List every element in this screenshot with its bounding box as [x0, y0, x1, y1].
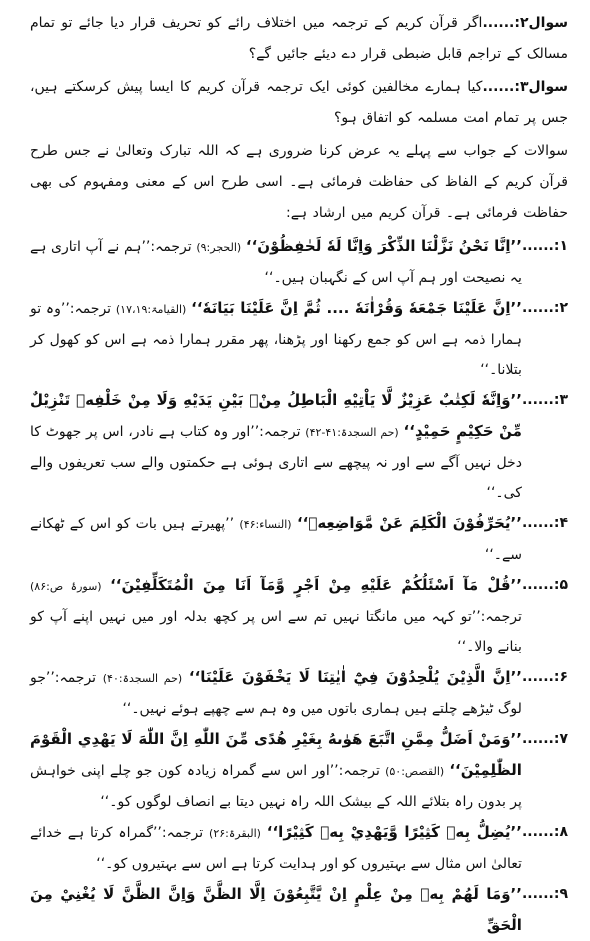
arabic-verse: ’’اِنَّ عَلَيْنَا جَمْعَهٗ وَقُرْاٰنَهٗ .... ثُمَّ اِنَّ عَلَيْنَا بَيَانَهٗ‘‘: [191, 299, 522, 317]
verse-reference: (حم السجدۃ:۴۰): [102, 672, 183, 685]
paragraph: [30, 8, 568, 70]
verse-item: [30, 385, 568, 508]
verse-body: [30, 662, 522, 724]
verse-number: ۸:......: [521, 824, 568, 840]
verse-body: [30, 385, 522, 508]
arabic-verse: ’’وَمَنْ اَضَلُّ مِمَّنِ اتَّبَعَ هَوٰىهُ بِغَيْرِ هُدًى مِّنَ اللّٰهِ اِنَّ اللّٰهَ لَا يَهْدِي الْقَوْمَ الظّٰلِمِيْنَ‘‘: [30, 730, 522, 779]
paragraph: [30, 72, 568, 134]
arabic-verse: ’’يُحَرِّفُوْنَ الْكَلِمَ عَنْ مَّوَاضِعِهٖ‘‘: [296, 514, 522, 532]
paragraph-text: کیا ہمارے مخالفین کوئی ایک ترجمہ قرآن کریم کا ایسا پیش کرسکتے ہیں، جس پر تمام امت مسلمہ کو اتفاق ہو؟: [30, 79, 568, 126]
verse-item: [30, 293, 568, 385]
verse-reference: (القصص:۵۰): [385, 765, 445, 778]
arabic-verse: ’’اِنَّ الَّذِيْنَ يُلْحِدُوْنَ فِيْٓ اٰيٰتِنَا لَا يَخْفَوْنَ عَلَيْنَا‘‘: [188, 668, 522, 686]
verse-item: [30, 879, 568, 941]
verse-number: ۶:......: [521, 669, 568, 685]
verse-item: [30, 231, 568, 293]
urdu-translation: ترجمہ:’’ہم نے آپ اتاری ہے یہ نصیحت اور ہم آپ اس کے نگہبان ہیں۔‘‘: [30, 239, 522, 286]
verse-number: ۲:......: [521, 300, 568, 316]
verse-body: [30, 293, 522, 385]
urdu-translation: ترجمہ:’’اور اس سے گمراہ زیادہ کون جو چلے اپنی خواہش پر بدون راہ بتلائے اللہ کے بیشک اللہ راہ نہیں دیتا بے انصاف لوگوں کو۔‘‘: [30, 763, 522, 810]
arabic-verse: ’’وَمَا لَهُمْ بِهٖ مِنْ عِلْمٍ اِنْ يَّتَّبِعُوْنَ اِلَّا الظَّنَّ وَاِنَّ الظَّنَّ لَا يُغْنِيْ مِنَ الْحَقِّ: [30, 885, 522, 934]
verse-number: ۷:......: [521, 731, 568, 747]
verse-list: [30, 231, 568, 941]
verse-item: [30, 817, 568, 879]
verse-item: [30, 662, 568, 724]
verse-number: ۱:......: [521, 238, 568, 254]
verse-number: ۵:......: [521, 577, 568, 593]
verse-reference: (الحجر:۹): [196, 241, 242, 254]
arabic-verse: ’’قُلْ مَآ اَسْئَلُكُمْ عَلَيْهِ مِنْ اَجْرٍ وَّمَآ اَنَا مِنَ الْمُتَكَلِّفِيْنَ‘‘: [110, 576, 522, 594]
verse-number: ۴:......: [521, 515, 568, 531]
question-label: سوال۲:......: [482, 15, 568, 31]
paragraph: [30, 136, 568, 229]
verse-reference: (حم السجدۃ:۴۱-۴۲): [305, 426, 399, 439]
verse-body: [30, 231, 522, 293]
urdu-translation: ’’پھیرتے ہیں بات کو اس کے ٹھکانے سے۔‘‘: [30, 516, 522, 563]
arabic-verse: ’’وَاِنَّهٗ لَكِتٰبٌ عَزِيْزٌ لَّا يَاْتِيْهِ الْبَاطِلُ مِنْۢ بَيْنِ يَدَيْهِ وَلَا مِنْ خَلْفِهٖ تَنْزِيْلٌ مِّنْ حَكِيْمٍ حَمِيْدٍ‘‘: [30, 391, 522, 440]
verse-number: ۹:......: [521, 886, 568, 902]
paragraph-text: اگر قرآن کریم کے ترجمہ میں اختلاف رائے کو تحریف قرار دیا جائے تو تمام مسالک کے تراجم قابل ضبطی قرار دے دیئے جائیں گے؟: [30, 15, 568, 62]
verse-body: [30, 879, 522, 941]
paragraph-text: سوالات کے جواب سے پہلے یہ عرض کرنا ضروری ہے کہ اللہ تبارک وتعالیٰ نے جس طرح قرآن کریم کے الفاظ کی حفاظت فرمائی ہے۔ اسی طرح اس کے معنی ومفہوم کی بھی حفاظت فرمائی ہے۔ قرآن کریم میں ارشاد ہے:: [30, 143, 568, 221]
verse-item: [30, 724, 568, 817]
verse-body: [30, 508, 522, 570]
verse-item: [30, 508, 568, 570]
verse-reference: (النساء:۴۶): [239, 518, 292, 531]
urdu-translation: ترجمہ:’’گمراہ کرتا ہے خدائے تعالیٰ اس مثال سے بہتیروں کو اور ہدایت کرتا ہے اس سے بہتیروں کو۔‘‘: [30, 825, 522, 872]
urdu-translation: ترجمہ:’’تو کہہ میں مانگتا نہیں تم سے اس پر کچھ بدلہ اور میں نہیں اپنے آپ کو بنانے والا۔‘‘: [30, 609, 522, 655]
urdu-translation: ترجمہ:’’وہ تو ہمارا ذمہ ہے اس کو جمع رکھنا اور پڑھنا، پھر مقرر ہمارا ذمہ ہے اس کو کھول کر بتلانا۔‘‘: [30, 301, 522, 378]
verse-reference: (القیامۃ:۱۷،۱۹): [115, 303, 187, 316]
arabic-verse: ’’يُضِلُّ بِهٖ كَثِيْرًا وَّيَهْدِيْ بِهٖ كَثِيْرًا‘‘: [266, 823, 522, 841]
urdu-translation: ترجمہ:’’جو لوگ ٹیڑھے چلتے ہیں ہماری باتوں میں وہ ہم سے چھپے ہوئے نہیں۔‘‘: [30, 670, 522, 717]
verse-reference: (سورۂ ص:۸۶): [30, 580, 102, 593]
verse-number: ۳:......: [521, 392, 568, 408]
verse-item: [30, 570, 568, 662]
verse-body: [30, 570, 522, 662]
verse-body: [30, 817, 522, 879]
urdu-translation: ترجمہ:’’اور وہ کتاب ہے نادر، اس پر جھوٹ کا دخل نہیں آگے سے اور نہ پیچھے سے اتاری ہوئی ہے حکمتوں والے سب تعریفوں والے کی۔‘‘: [30, 424, 522, 501]
verse-body: [30, 724, 522, 817]
intro-paragraphs: [30, 8, 568, 229]
question-label: سوال۳:......: [482, 79, 568, 95]
verse-reference: (البقرۃ:۲۶): [209, 827, 261, 840]
arabic-verse: ’’اِنَّا نَحْنُ نَزَّلْنَا الذِّكْرَ وَاِنَّا لَهٗ لَحٰفِظُوْنَ‘‘: [245, 237, 522, 255]
